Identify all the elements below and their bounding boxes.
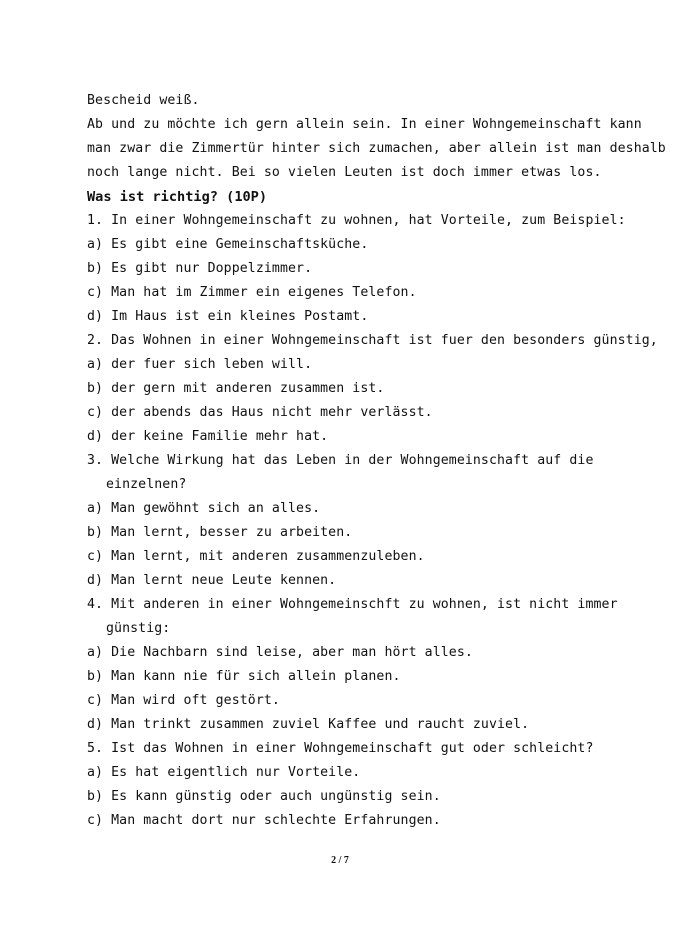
question-3: 3. Welche Wirkung hat das Leben in der Wohngemeinschaft auf die [87,453,594,468]
question-5-option-c: c) Man macht dort nur schlechte Erfahrungen. [87,813,441,828]
question-4-option-c: c) Man wird oft gestört. [87,693,280,708]
question-5-option-a: a) Es hat eigentlich nur Vorteile. [87,765,361,780]
question-4: 4. Mit anderen in einer Wohngemeinschft zu wohnen, ist nicht immer [87,597,618,612]
question-3-option-b: b) Man lernt, besser zu arbeiten. [87,525,353,540]
question-1: 1. In einer Wohngemeinschaft zu wohnen, hat Vorteile, zum Beispiel: [87,213,626,228]
question-3-option-c: c) Man lernt, mit anderen zusammenzuleben. [87,549,425,564]
question-3-continuation: einzelnen? [106,477,187,492]
question-2: 2. Das Wohnen in einer Wohngemeinschaft ist fuer den besonders günstig, [87,333,658,348]
section-heading: Was ist richtig? (10P) [87,189,268,205]
question-4-continuation: günstig: [106,621,171,636]
question-4-option-a: a) Die Nachbarn sind leise, aber man hört alles. [87,645,473,660]
question-4-option-b: b) Man kann nie für sich allein planen. [87,669,401,684]
question-2-option-d: d) der keine Familie mehr hat. [87,429,329,444]
question-1-option-c: c) Man hat im Zimmer ein eigenes Telefon. [87,285,417,300]
page-number: 2 / 7 [331,855,349,866]
question-5-option-b: b) Es kann günstig oder auch ungünstig sein. [87,789,441,804]
intro-line: noch lange nicht. Bei so vielen Leuten ist doch immer etwas los. [87,165,602,180]
question-3-option-d: d) Man lernt neue Leute kennen. [87,573,337,588]
question-2-option-a: a) der fuer sich leben will. [87,357,313,372]
question-1-option-b: b) Es gibt nur Doppelzimmer. [87,261,313,276]
question-2-option-b: b) der gern mit anderen zusammen ist. [87,381,385,396]
question-1-option-a: a) Es gibt eine Gemeinschaftsküche. [87,237,369,252]
question-1-option-d: d) Im Haus ist ein kleines Postamt. [87,309,369,324]
page-content [87,89,666,833]
question-2-option-c: c) der abends das Haus nicht mehr verlässt. [87,405,433,420]
intro-line: Ab und zu möchte ich gern allein sein. In einer Wohngemeinschaft kann [87,117,642,132]
intro-line: Bescheid weiß. [87,93,200,108]
question-3-option-a: a) Man gewöhnt sich an alles. [87,501,321,516]
question-5: 5. Ist das Wohnen in einer Wohngemeinschaft gut oder schleicht? [87,741,594,756]
intro-line: man zwar die Zimmertür hinter sich zumachen, aber allein ist man deshalb [87,141,666,156]
question-4-option-d: d) Man trinkt zusammen zuviel Kaffee und raucht zuviel. [87,717,530,732]
